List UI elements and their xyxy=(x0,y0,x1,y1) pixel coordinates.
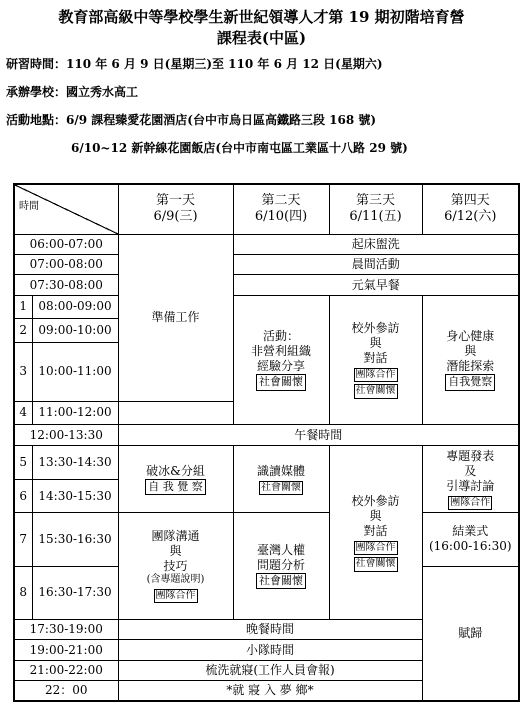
info-venue-1: 6/9 課程臻愛花園酒店(台中市烏日區高鐵路三段 168 號) xyxy=(66,113,377,127)
period-number: 7 xyxy=(14,513,32,566)
topic-cell xyxy=(422,446,519,513)
icebreak-line: 破冰&分組 xyxy=(146,463,205,478)
day-name: 第四天 xyxy=(450,193,490,209)
prepare-cell: 準備工作 xyxy=(118,234,233,401)
time-cell: 07:00-08:00 xyxy=(14,255,118,275)
info-school xyxy=(6,83,138,100)
nonprofit-line: 活動： xyxy=(262,329,299,344)
closing-cell xyxy=(422,513,519,566)
dinner-cell: 晚餐時間 xyxy=(118,620,422,640)
day-name: 第三天 xyxy=(355,193,395,209)
team-line: (含專題說明) xyxy=(146,574,205,586)
tag-teamwork: 團隊合作 xyxy=(354,368,398,383)
tag-self-awareness: 自我覺察 xyxy=(445,374,495,390)
health-line: 潛能探索 xyxy=(446,359,495,374)
time-cell: 16:30-17:30 xyxy=(32,566,118,619)
visit-line: 校外參訪 xyxy=(351,493,400,508)
time-cell: 10:00-11:00 xyxy=(32,342,118,401)
tag-social-care: 社會關懷 xyxy=(259,481,303,496)
visit-line: 與 xyxy=(369,508,382,523)
wash-cell: 梳洗就寢(工作人員會報) xyxy=(118,660,422,680)
period-number: 3 xyxy=(14,342,32,401)
table-header-row xyxy=(14,184,519,234)
tag-social-care: 社會關懷 xyxy=(256,573,306,589)
time-cell: 15:30-16:30 xyxy=(32,513,118,566)
nonprofit-cell xyxy=(233,295,329,424)
team-line: 技巧 xyxy=(163,559,188,574)
info-school-value: 國立秀水高工 xyxy=(66,85,139,99)
dream-cell: *就 寢 入 夢 鄉* xyxy=(118,681,422,701)
time-cell: 14:30-15:30 xyxy=(32,479,118,512)
time-cell: 17:30-19:00 xyxy=(14,620,118,640)
topic-line: 引導討論 xyxy=(446,478,495,493)
info-venue xyxy=(6,111,376,128)
morning-cell: 晨間活動 xyxy=(233,255,519,275)
info-venue-label: 活動地點： xyxy=(6,113,67,127)
time-cell: 06:00-07:00 xyxy=(14,234,118,254)
day-date: 6/11(五) xyxy=(349,209,402,225)
tag-social-care: 社會關懷 xyxy=(354,557,398,572)
tag-social-care: 社會關懷 xyxy=(256,374,306,390)
icebreak-cell xyxy=(118,446,233,513)
time-cell: 08:00-09:00 xyxy=(32,295,118,319)
day-date: 6/9(三) xyxy=(153,209,198,225)
visit-line: 對話 xyxy=(363,523,388,538)
team-line: 團隊溝通 xyxy=(151,529,200,544)
info-venue-2: 6/10~12 新幹線花園飯店(台中市南屯區工業區十八路 29 號) xyxy=(71,141,408,155)
day-header xyxy=(422,184,519,234)
corner-label: 時間 xyxy=(19,201,39,212)
day-date: 6/12(六) xyxy=(444,209,497,225)
health-line: 與 xyxy=(464,344,477,359)
page-subtitle: 課程表(中區) xyxy=(216,29,307,47)
time-cell: 13:30-14:30 xyxy=(32,446,118,479)
info-time-value: 110 年 6 月 9 日(星期三)至 110 年 6 月 12 日(星期六) xyxy=(66,57,383,71)
visit-afternoon-cell xyxy=(329,446,422,620)
time-cell: 11:00-12:00 xyxy=(32,401,118,425)
topic-line: 及 xyxy=(464,463,477,478)
day-header xyxy=(329,184,422,234)
rights-line: 臺灣人權 xyxy=(256,543,305,558)
time-cell: 12:00-13:30 xyxy=(14,425,118,446)
period-number: 1 xyxy=(14,295,32,319)
topic-line: 專題發表 xyxy=(446,448,495,463)
info-time xyxy=(6,55,383,72)
time-cell: 21:00-22:00 xyxy=(14,660,118,680)
corner-cell xyxy=(14,184,118,234)
closing-time: (16:00-16:30) xyxy=(428,539,512,554)
visit-line: 與 xyxy=(369,335,382,350)
team-line: 與 xyxy=(169,544,182,559)
lunch-cell: 午餐時間 xyxy=(118,425,519,446)
tag-self-awareness: 自 我 覺 察 xyxy=(145,479,206,495)
period-number: 6 xyxy=(14,479,32,512)
tag-teamwork: 團隊合作 xyxy=(354,541,398,556)
tag-teamwork: 團隊合作 xyxy=(448,496,492,511)
period-number: 8 xyxy=(14,566,32,619)
visit-line: 對話 xyxy=(363,350,388,365)
info-school-label: 承辦學校： xyxy=(6,85,67,99)
day-name: 第一天 xyxy=(155,193,195,209)
period-number: 2 xyxy=(14,319,32,343)
media-cell xyxy=(233,446,329,513)
day-header xyxy=(118,184,233,234)
media-line: 識讀媒體 xyxy=(256,463,305,478)
time-cell: 22：00 xyxy=(14,681,118,701)
nonprofit-line: 非營利組織 xyxy=(250,344,311,359)
gohome-cell: 賦歸 xyxy=(422,566,519,701)
page-title: 教育部高級中等學校學生新世紀領導人才第 19 期初階培育營 xyxy=(58,8,465,26)
nonprofit-line: 經驗分享 xyxy=(256,359,305,374)
visit-line: 校外參訪 xyxy=(351,320,400,335)
period-number: 4 xyxy=(14,401,32,425)
team-cell xyxy=(118,513,233,620)
visit-cell xyxy=(329,295,422,424)
closing-line: 結業式 xyxy=(452,524,489,539)
day-header xyxy=(233,184,329,234)
tag-teamwork: 團隊合作 xyxy=(154,589,198,604)
health-cell xyxy=(422,295,519,424)
schedule-table xyxy=(13,183,520,702)
health-line: 身心健康 xyxy=(446,329,495,344)
day-date: 6/10(四) xyxy=(254,209,308,225)
tag-social-care: 社會關懷 xyxy=(354,384,398,399)
rights-cell xyxy=(233,513,329,620)
time-cell: 19:00-21:00 xyxy=(14,640,118,660)
rights-line: 問題分析 xyxy=(256,558,305,573)
wakeup-cell: 起床盥洗 xyxy=(233,234,519,254)
time-cell: 09:00-10:00 xyxy=(32,319,118,343)
breakfast-cell: 元氣早餐 xyxy=(233,275,519,295)
day-name: 第二天 xyxy=(261,193,301,209)
time-cell: 07:30-08:00 xyxy=(14,275,118,295)
info-time-label: 研習時間： xyxy=(6,57,67,71)
period-number: 5 xyxy=(14,446,32,479)
group-cell: 小隊時間 xyxy=(118,640,422,660)
